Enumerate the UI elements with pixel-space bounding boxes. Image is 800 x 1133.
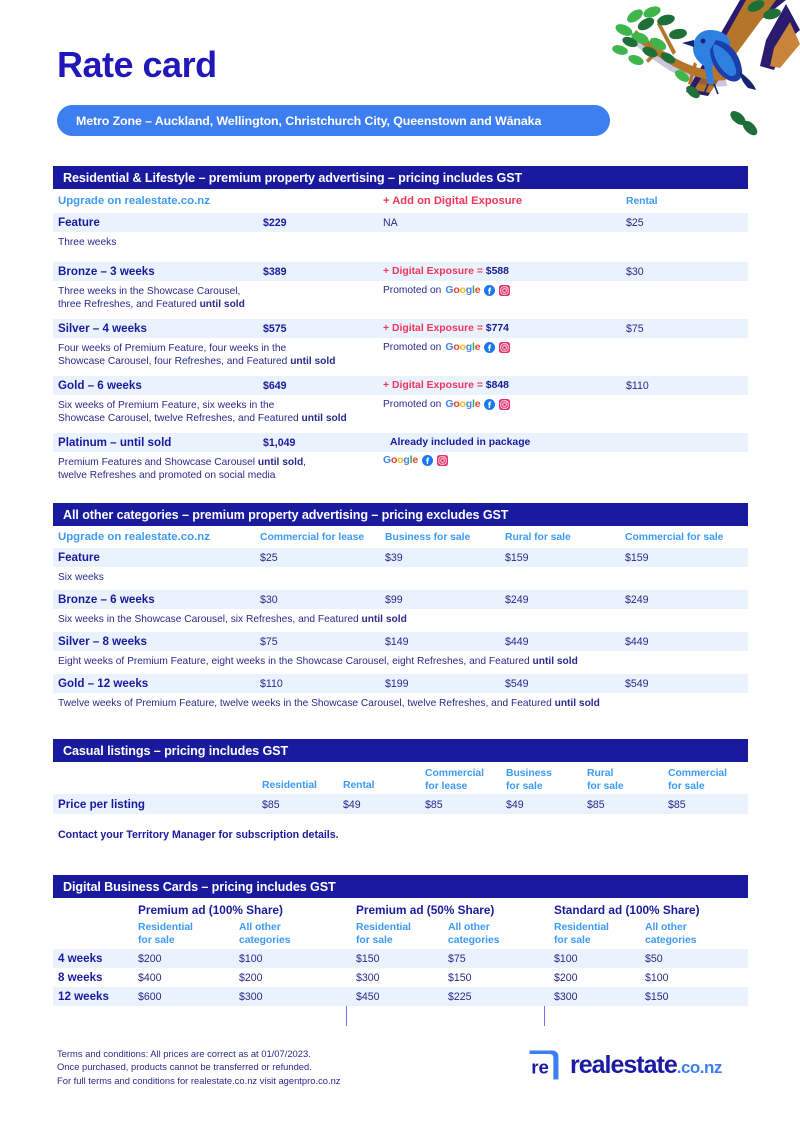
tier-price: $649 <box>263 380 287 392</box>
table-row-desc <box>53 567 748 590</box>
table-row-desc <box>53 232 748 262</box>
section-residential <box>53 166 748 481</box>
cell-value: $100 <box>645 972 669 984</box>
col-upgrade-label: Upgrade on realestate.co.nz <box>58 531 210 543</box>
page-title: Rate card <box>57 44 217 85</box>
cell-value: $99 <box>385 594 403 606</box>
cell-value: $199 <box>385 678 409 690</box>
terms-line-2: Once purchased, products cannot be transferred or refunded. <box>57 1061 312 1073</box>
instagram-icon <box>499 285 510 296</box>
tier-rental: $75 <box>626 323 644 335</box>
col-business-sale: Business for sale <box>506 768 552 792</box>
cell-value: $30 <box>260 594 278 606</box>
cell-value: $85 <box>262 799 280 811</box>
terms-line-3: For full terms and conditions for realestate.co.nz visit agentpro.co.nz <box>57 1074 341 1086</box>
col-upgrade-label: Upgrade on realestate.co.nz <box>58 195 210 207</box>
facebook-icon <box>484 399 495 410</box>
table-row <box>53 949 748 968</box>
zone-banner: Metro Zone – Auckland, Wellington, Christchurch City, Queenstown and Wānaka <box>57 105 610 136</box>
cell-value: $449 <box>505 636 529 648</box>
residential-table <box>53 189 748 481</box>
tier-description: Twelve weeks of Premium Feature, twelve weeks in the Showcase Carousel, twelve Refreshes, and Featured until sold <box>58 698 600 709</box>
all-other-table <box>53 526 748 716</box>
tier-rental: $30 <box>626 266 644 278</box>
table-row <box>53 319 748 338</box>
tier-addon: + Digital Exposure = $588 <box>383 266 509 277</box>
tier-price: $575 <box>263 323 287 335</box>
tier-addon: NA <box>383 217 398 229</box>
table-row <box>53 433 748 452</box>
table-row-desc <box>53 395 748 433</box>
tier-description: Three weeks in the Showcase Carousel, three Refreshes, and Featured until sold <box>58 286 245 310</box>
logo-wordmark: realestate.co.nz <box>570 1050 722 1079</box>
google-logo-icon: Google <box>445 398 481 411</box>
residential-column-headers <box>53 189 748 213</box>
facebook-icon <box>484 342 495 353</box>
cell-value: $549 <box>625 678 649 690</box>
table-row <box>53 590 748 609</box>
casual-note: Contact your Territory Manager for subscription details. <box>58 829 339 841</box>
realestate-logo <box>527 1048 722 1082</box>
cell-value: $39 <box>385 552 403 564</box>
row-label: 8 weeks <box>58 971 103 984</box>
promoted-on: Promoted on Google <box>383 342 510 353</box>
cell-value: $300 <box>239 991 263 1003</box>
re-logo-icon <box>527 1048 561 1082</box>
table-row <box>53 632 748 651</box>
cell-value: $150 <box>356 953 380 965</box>
cell-value: $75 <box>448 953 466 965</box>
terms-line-1: Terms and conditions: All prices are correct as at 01/07/2023. <box>57 1048 311 1059</box>
col-rural-sale: Rural for sale <box>505 532 571 543</box>
tier-description: Six weeks in the Showcase Carousel, six Refreshes, and Featured until sold <box>58 614 407 625</box>
table-row <box>53 674 748 693</box>
col-commercial-sale: Commercial for sale <box>668 768 727 792</box>
casual-note-row <box>53 814 748 850</box>
svg-text:re: re <box>531 1056 549 1078</box>
all-other-column-headers <box>53 526 748 548</box>
cell-value: $225 <box>448 991 472 1003</box>
cell-value: $159 <box>625 552 649 564</box>
tier-price: $389 <box>263 266 287 278</box>
cell-value: $85 <box>668 799 686 811</box>
tier-name: Feature <box>58 551 100 564</box>
google-logo-icon: Google <box>383 454 418 467</box>
cell-value: $100 <box>239 953 263 965</box>
col-addon-label: + Add on Digital Exposure <box>383 195 523 207</box>
tier-rental: $25 <box>626 217 644 229</box>
dbc-column-headers <box>53 920 748 949</box>
table-row-desc <box>53 281 748 319</box>
cell-value: $549 <box>505 678 529 690</box>
tier-description: Three weeks <box>58 237 117 248</box>
dbc-group-title: Premium ad (100% Share) <box>138 903 283 917</box>
table-row <box>53 987 748 1006</box>
cell-value: $200 <box>239 972 263 984</box>
dbc-subcol: All other categories <box>645 922 697 946</box>
tier-name: Bronze – 6 weeks <box>58 593 155 606</box>
tier-name: Bronze – 3 weeks <box>58 265 155 278</box>
dbc-group-title: Premium ad (50% Share) <box>356 903 495 917</box>
col-commercial-lease: Commercial for lease <box>260 532 365 543</box>
row-label: Price per listing <box>58 798 145 811</box>
section-casual-heading: Casual listings – pricing includes GST <box>53 739 748 762</box>
bird-icon <box>682 30 756 94</box>
tier-description: Four weeks of Premium Feature, four weeks in the Showcase Carousel, four Refreshes, and Featured until sold <box>58 343 336 367</box>
dbc-group-titles <box>53 898 748 920</box>
cell-value: $200 <box>138 953 162 965</box>
table-row <box>53 262 748 281</box>
dbc-subcol: All other categories <box>239 922 291 946</box>
cell-value: $25 <box>260 552 278 564</box>
table-row-desc <box>53 651 748 674</box>
cell-value: $75 <box>260 636 278 648</box>
facebook-icon <box>484 285 495 296</box>
section-casual <box>53 739 748 850</box>
tier-name: Silver – 8 weeks <box>58 635 147 648</box>
section-dbc-heading: Digital Business Cards – pricing includes GST <box>53 875 748 898</box>
tier-price: $1,049 <box>263 437 296 449</box>
cell-value: $400 <box>138 972 162 984</box>
tier-name: Feature <box>58 216 100 229</box>
tier-name: Silver – 4 weeks <box>58 322 147 335</box>
cell-value: $600 <box>138 991 162 1003</box>
instagram-icon <box>499 399 510 410</box>
col-residential: Residential <box>262 780 317 791</box>
table-row-desc <box>53 693 748 716</box>
cell-value: $85 <box>425 799 443 811</box>
tier-addon: + Digital Exposure = $774 <box>383 323 509 334</box>
col-business-sale: Business for sale <box>385 532 471 543</box>
cell-value: $49 <box>343 799 361 811</box>
tier-addon: Already included in package <box>390 437 531 448</box>
tier-description: Six weeks <box>58 572 104 583</box>
promoted-on: Promoted on Google <box>383 285 510 296</box>
tier-name: Gold – 6 weeks <box>58 379 142 392</box>
table-row <box>53 213 748 232</box>
row-label: 12 weeks <box>58 990 109 1003</box>
facebook-icon <box>422 455 433 466</box>
cell-value: $249 <box>625 594 649 606</box>
dbc-subcol: Residential for sale <box>554 922 609 946</box>
section-all-other <box>53 503 748 716</box>
instagram-icon <box>499 342 510 353</box>
col-commercial-sale: Commercial for sale <box>625 532 724 543</box>
google-logo-icon: Google <box>445 341 481 354</box>
col-rental: Rental <box>343 780 375 791</box>
casual-table <box>53 762 748 850</box>
tier-name: Platinum – until sold <box>58 436 172 449</box>
cell-value: $449 <box>625 636 649 648</box>
terms-and-conditions <box>57 1047 340 1087</box>
cell-value: $150 <box>448 972 472 984</box>
table-row <box>53 376 748 395</box>
dbc-subcol: Residential for sale <box>138 922 193 946</box>
cell-value: $249 <box>505 594 529 606</box>
table-row-desc <box>53 452 748 490</box>
cell-value: $200 <box>554 972 578 984</box>
tier-addon: + Digital Exposure = $848 <box>383 380 509 391</box>
cell-value: $110 <box>260 678 283 690</box>
section-dbc <box>53 875 748 1028</box>
casual-column-headers <box>53 762 748 794</box>
google-logo-icon: Google <box>445 284 481 297</box>
col-rental-label: Rental <box>626 196 658 207</box>
promoted-on: Promoted on Google <box>383 399 510 410</box>
cell-value: $150 <box>645 991 669 1003</box>
tier-price: $229 <box>263 217 287 229</box>
cell-value: $100 <box>554 953 578 965</box>
dbc-subcol: All other categories <box>448 922 500 946</box>
col-commercial-lease: Commercial for lease <box>425 768 484 792</box>
cell-value: $300 <box>356 972 380 984</box>
section-residential-heading: Residential & Lifestyle – premium property advertising – pricing includes GST <box>53 166 748 189</box>
table-row <box>53 968 748 987</box>
table-row-desc <box>53 609 748 632</box>
cell-value: $159 <box>505 552 529 564</box>
col-rural-sale: Rural for sale <box>587 768 624 792</box>
cell-value: $85 <box>587 799 605 811</box>
tier-description: Six weeks of Premium Feature, six weeks in the Showcase Carousel, twelve Refreshes, and Featured until sold <box>58 400 347 424</box>
tier-description: Premium Features and Showcase Carousel until sold, twelve Refreshes and promoted on social media <box>58 457 307 481</box>
tier-name: Gold – 12 weeks <box>58 677 149 690</box>
instagram-icon <box>437 455 448 466</box>
cell-value: $50 <box>645 953 663 965</box>
cell-value: $149 <box>385 636 409 648</box>
social-icons <box>383 455 448 466</box>
dbc-group-title: Standard ad (100% Share) <box>554 903 700 917</box>
table-row <box>53 548 748 567</box>
cell-value: $49 <box>506 799 524 811</box>
tier-rental: $110 <box>626 380 649 392</box>
cell-value: $450 <box>356 991 380 1003</box>
cell-value: $300 <box>554 991 578 1003</box>
dbc-subcol: Residential for sale <box>356 922 411 946</box>
section-all-other-heading: All other categories – premium property advertising – pricing excludes GST <box>53 503 748 526</box>
table-row-desc <box>53 338 748 376</box>
tier-description: Eight weeks of Premium Feature, eight weeks in the Showcase Carousel, eight Refreshes, and Featured until sold <box>58 656 578 667</box>
table-row <box>53 794 748 814</box>
row-label: 4 weeks <box>58 952 103 965</box>
dbc-table <box>53 898 748 1028</box>
